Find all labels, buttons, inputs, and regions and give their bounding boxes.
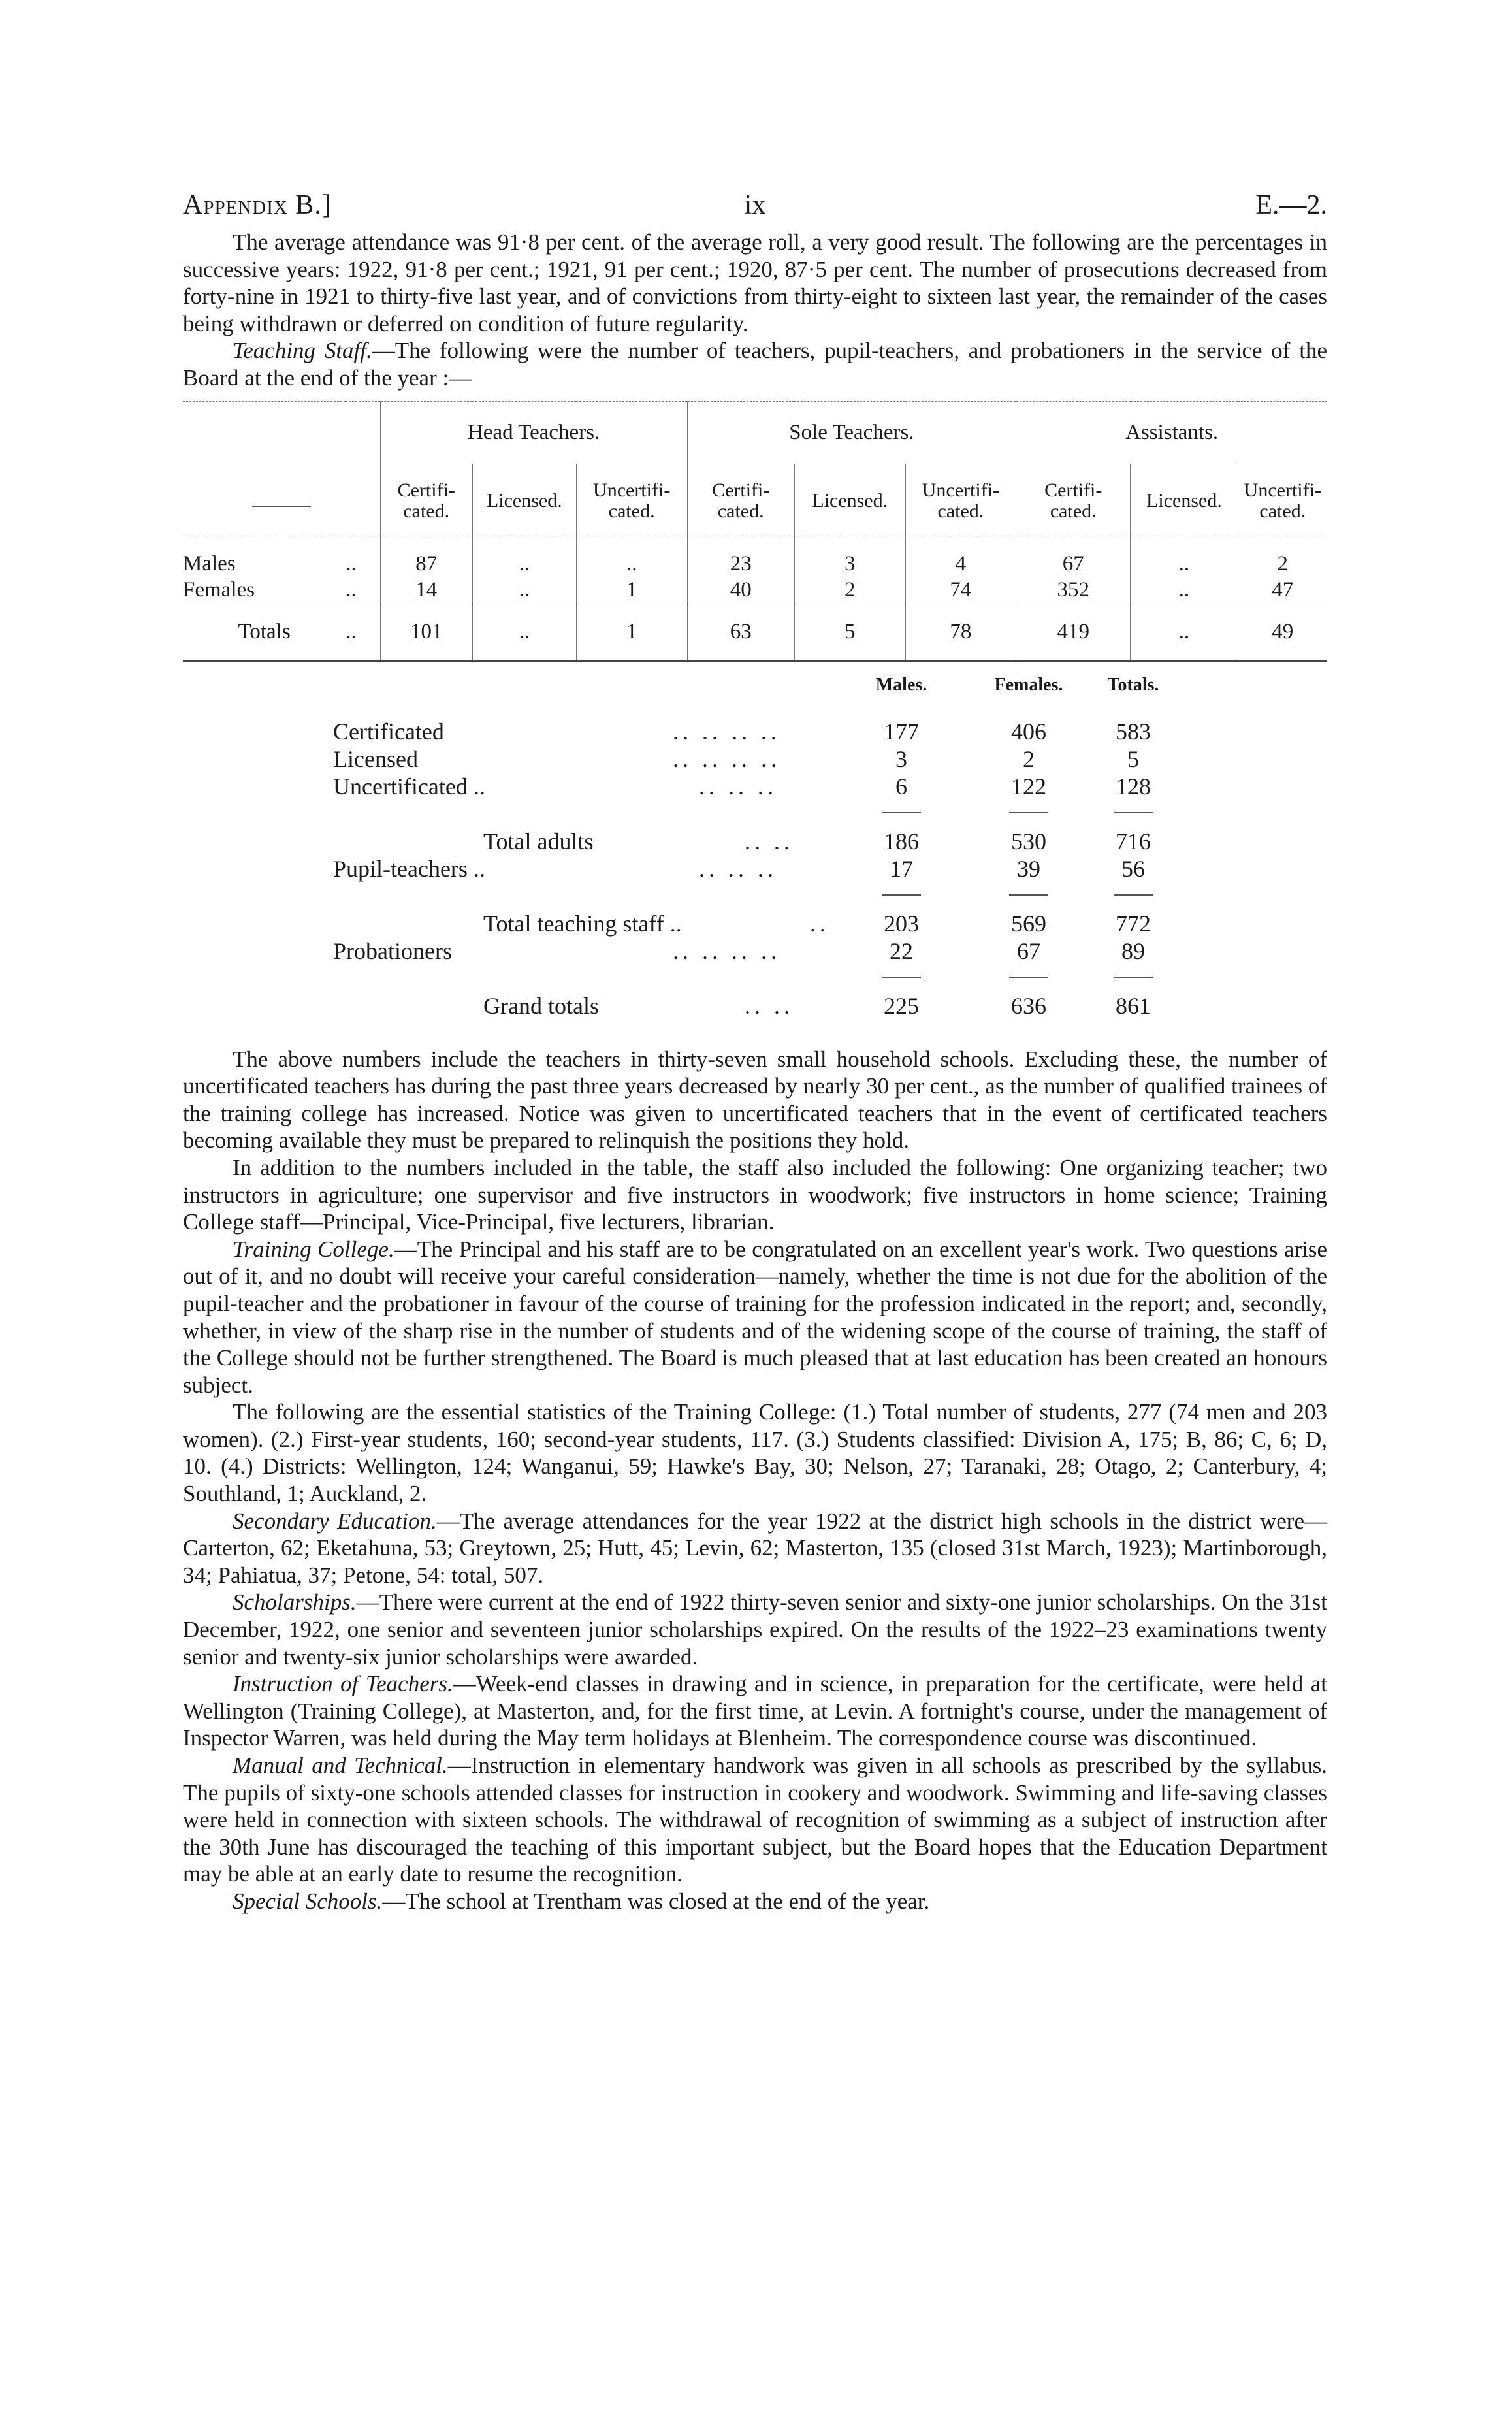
summary-cell: 225: [884, 992, 919, 1019]
page-number: ix: [744, 190, 766, 220]
summary-rule-row: [183, 800, 1327, 828]
attendance-paragraph: The average attendance was 91·8 per cent. of the average roll, a very good result. The following are the percentages in successive years: 1922, 91·8 per cent.; 1921, 91 per cent.; 1920, 87·5 per cent. The number of prosecutions decreased from forty-nine in 1921 to thirty-five last year, and of convictions from thirty-eight to sixteen last year, the remainder of the cases being withdrawn or deferred on condition of future regularity.: [183, 229, 1327, 336]
manual-technical-heading: Manual and Technical.: [233, 1753, 448, 1778]
statistics-paragraph: The following are the essential statistics of the Training College: (1.) Total number of students, 277 (74 men and 203 women). (2.) First-year students, 160; second-year students, 117. (3.) Students classified: Division A, 175; B, 86; C, 6; D, 10. (4.) Districts: Wellington, 124; Wanganui, 59; Hawke's Bay, 30; Nelson, 27; Taranaki, 28; Otago, 2; Canterbury, 4; Southland, 1; Auckland, 2.: [183, 1399, 1327, 1507]
special-schools-text: —The school at Trentham was closed at the end of the year.: [382, 1888, 930, 1914]
subhead-cell: Licensed.: [1131, 464, 1238, 538]
table-cell: 14: [380, 577, 472, 604]
summary-leader: .. ..: [745, 828, 794, 854]
summary-cell: 530: [1011, 828, 1046, 854]
table-cell: 419: [1016, 604, 1131, 661]
table-cell: 5: [794, 604, 905, 661]
subhead-cell: Licensed.: [472, 464, 576, 538]
manual-technical-text: —Instruction in elementary handwork was given in all schools as prescribed by the syllabus. The pupils of sixty-one schools attended classes for instruction in cookery and woodwork. Swimming and life-saving classes were held in connection with sixteen schools. The withdrawal of recognition of swimming as a subject of instruction after the 30th June has discouraged the teaching of this important subject, but the Board hopes that the Education Department may be able at an early date to resume the recognition.: [183, 1753, 1327, 1887]
appendix-label: Appendix B.]: [183, 190, 332, 220]
scholarships-heading: Scholarships.: [233, 1589, 357, 1615]
table-cell: 101: [380, 604, 472, 661]
table-cell: 1: [576, 604, 687, 661]
table-cell: ..: [472, 577, 576, 604]
summary-label: Uncertificated ..: [333, 773, 485, 800]
row-dots: ..: [346, 578, 357, 602]
row-label: Males: [183, 552, 236, 576]
col-header-males: Males.: [875, 674, 927, 695]
table-cell: 3: [794, 538, 905, 577]
teaching-staff-table: [183, 401, 1327, 662]
summary-cell: 128: [1116, 773, 1151, 800]
summary-cell: 569: [1011, 910, 1046, 937]
summary-cell: 3: [895, 745, 907, 772]
teaching-staff-text: —The following were the number of teachers, pupil-teachers, and probationers in the service of the Board at the end of the year :—: [183, 338, 1328, 391]
summary-header-row: [183, 675, 1327, 718]
summary-rule-row: [183, 883, 1327, 910]
summary-row: [183, 745, 1327, 773]
table-row-females: [183, 577, 1327, 604]
table-cell: 78: [905, 604, 1016, 661]
subhead-cell: Uncertifi- cated.: [1238, 464, 1327, 538]
summary-cell: 203: [884, 910, 919, 937]
summary-leader: .. .. .. ..: [673, 937, 780, 964]
row-label: Totals: [183, 604, 346, 661]
page-header: [183, 183, 1327, 229]
training-college-heading: Training College.: [233, 1236, 394, 1262]
summary-cell: 186: [884, 828, 919, 854]
summary-leader: .. ..: [745, 992, 794, 1019]
teaching-staff-paragraph: [183, 337, 1327, 391]
subhead-cell: Uncertifi- cated.: [576, 464, 687, 538]
table-cell: ..: [1131, 604, 1238, 661]
summary-label: Total adults: [483, 828, 594, 854]
summary-label: Certificated: [333, 718, 444, 745]
summary-cell: 772: [1116, 910, 1151, 937]
summary-leader: .. .. ..: [699, 773, 777, 800]
row-dots: ..: [346, 552, 357, 576]
summary-leader: .. .. .. ..: [673, 718, 780, 745]
table-cell: 1: [576, 577, 687, 604]
group-assistants: Assistants.: [1016, 401, 1327, 464]
table-cell: 352: [1016, 577, 1131, 604]
special-schools-paragraph: [183, 1888, 1327, 1915]
summary-cell: 5: [1127, 745, 1139, 772]
summary-row: [183, 855, 1327, 883]
summary-cell: 89: [1121, 937, 1145, 964]
group-sole-teachers: Sole Teachers.: [687, 401, 1016, 464]
corner-dash: [183, 464, 380, 538]
table-cell: 2: [794, 577, 905, 604]
summary-cell: 22: [890, 937, 913, 964]
summary-cell: 122: [1011, 773, 1046, 800]
summary-label: Pupil-teachers ..: [333, 855, 485, 882]
table-cell: 4: [905, 538, 1016, 577]
summary-label: Probationers: [333, 937, 452, 964]
summary-cell: 636: [1011, 992, 1046, 1019]
summary-cell: 17: [890, 855, 913, 882]
instruction-heading: Instruction of Teachers.: [233, 1671, 453, 1697]
training-college-paragraph: [183, 1236, 1327, 1399]
table-cell: ..: [1131, 577, 1238, 604]
secondary-education-heading: Secondary Education.: [233, 1508, 437, 1534]
table-row-males: [183, 538, 1327, 577]
summary-row: [183, 718, 1327, 745]
summary-leader: .. .. .. ..: [673, 745, 780, 772]
summary-cell: 6: [895, 773, 907, 800]
group-head-teachers: Head Teachers.: [380, 401, 687, 464]
summary-cell: 56: [1121, 855, 1145, 882]
special-schools-heading: Special Schools.: [233, 1888, 383, 1914]
summary-row: [183, 773, 1327, 800]
summary-table: [183, 675, 1327, 1020]
secondary-education-text: —The average attendances for the year 1922 at the district high schools in the district were—Carterton, 62; Eketahuna, 53; Greytown, 25; Hutt, 45; Levin, 62; Masterton, 135 (closed 31st March, 1923); Martinborough, 34; Pahiatua, 37; Petone, 54: total, 507.: [183, 1508, 1327, 1588]
additional-staff-paragraph: In addition to the numbers included in the table, the staff also included the following: One organizing teacher; two instructors in agriculture; one supervisor and five instructors in woodwork; five instructors in home science; Training College staff—Principal, Vice-Principal, five lecturers, librarian.: [183, 1154, 1327, 1235]
summary-leader: ..: [810, 910, 829, 937]
summary-row: [183, 992, 1327, 1020]
summary-cell: 583: [1116, 718, 1151, 745]
manual-technical-paragraph: [183, 1752, 1327, 1888]
summary-label: Total teaching staff ..: [483, 910, 682, 937]
table-cell: 49: [1238, 604, 1327, 661]
table-cell: 63: [687, 604, 794, 661]
subhead-cell: Certifi- cated.: [687, 464, 794, 538]
table-cell: 47: [1238, 577, 1327, 604]
scholarships-paragraph: [183, 1589, 1327, 1670]
table-cell: ..: [1131, 538, 1238, 577]
summary-row: [183, 937, 1327, 965]
teaching-staff-heading: Teaching Staff.: [233, 338, 372, 364]
summary-cell: 177: [884, 718, 919, 745]
summary-cell: 406: [1011, 718, 1046, 745]
table-cell: 87: [380, 538, 472, 577]
summary-row: [183, 828, 1327, 855]
row-dots: ..: [346, 604, 380, 661]
table-cell: 74: [905, 577, 1016, 604]
numbers-paragraph: The above numbers include the teachers in thirty-seven small household schools. Excluding these, the number of uncertificated teachers has during the past three years decreased by nearly 30 per cent., as the number of qualified trainees of the training college has increased. Notice was given to uncertificated teachers that in the event of certificated teachers becoming available they must be prepared to relinquish the positions they hold.: [183, 1046, 1327, 1154]
summary-cell: 67: [1017, 937, 1040, 964]
summary-label: Licensed: [333, 745, 418, 772]
training-college-text: —The Principal and his staff are to be congratulated on an excellent year's work. Two questions arise out of it, and no doubt will receive your careful consideration—namely, whether the time is not due for the abolition of the pupil-teacher and the probationer in favour of the course of training for the profession indicated in the report; and, secondly, whether, in view of the sharp rise in the number of students and of the widening scope of the course of training, the staff of the College should not be further strengthened. The Board is much pleased that at last education has been created an honours subject.: [183, 1236, 1328, 1398]
summary-leader: .. .. ..: [699, 855, 777, 882]
summary-cell: 2: [1023, 745, 1035, 772]
table-cell: 2: [1238, 538, 1327, 577]
table-row-totals: [183, 604, 1327, 661]
summary-row: [183, 910, 1327, 937]
table-cell: ..: [576, 538, 687, 577]
col-header-totals: Totals.: [1107, 674, 1159, 695]
secondary-education-paragraph: [183, 1508, 1327, 1589]
row-label: Females: [183, 578, 255, 602]
table-corner: [183, 401, 380, 464]
summary-cell: 716: [1116, 828, 1151, 854]
subhead-cell: Certifi- cated.: [1016, 464, 1131, 538]
table-cell: 23: [687, 538, 794, 577]
instruction-paragraph: [183, 1670, 1327, 1752]
subhead-cell: Uncertifi- cated.: [905, 464, 1016, 538]
summary-cell: 39: [1017, 855, 1040, 882]
subhead-cell: Licensed.: [794, 464, 905, 538]
table-cell: ..: [472, 604, 576, 661]
summary-cell: 861: [1116, 992, 1151, 1019]
table-cell: 40: [687, 577, 794, 604]
document-page: [183, 183, 1327, 1915]
summary-rule-row: [183, 965, 1327, 992]
scholarships-text: —There were current at the end of 1922 thirty-seven senior and sixty-one junior scholarships. On the 31st December, 1922, one senior and seventeen junior scholarships expired. On the results of the 1922–23 examinations twenty senior and twenty-six junior scholarships were awarded.: [183, 1589, 1327, 1670]
table-cell: 67: [1016, 538, 1131, 577]
summary-label: Grand totals: [483, 992, 599, 1019]
col-header-females: Females.: [994, 674, 1063, 695]
subhead-cell: Certifi- cated.: [380, 464, 472, 538]
instruction-text: —Week-end classes in drawing and in science, in preparation for the certificate, were held at Wellington (Training College), at Masterton, and, for the first time, at Levin. A fortnight's course, under the management of Inspector Warren, was held during the May term holidays at Blenheim. The correspondence course was discontinued.: [183, 1671, 1327, 1751]
table-cell: ..: [472, 538, 576, 577]
document-code: E.—2.: [1255, 190, 1327, 220]
